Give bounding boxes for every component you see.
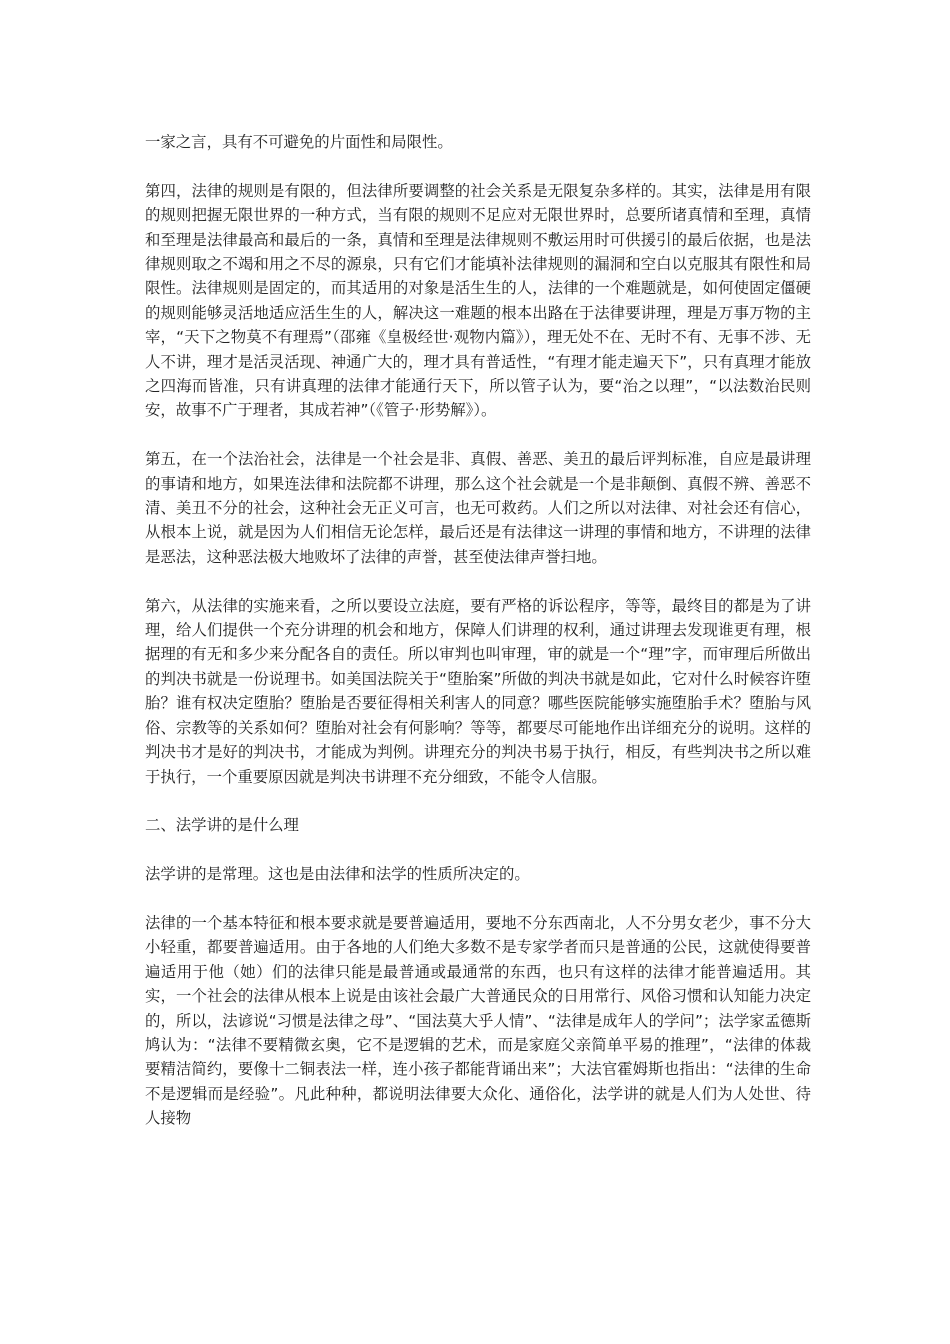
paragraph-6: 法律的一个基本特征和根本要求就是要普遍适用，要地不分东西南北，人不分男女老少，事不分大小轻重，都要普遍适用。由于各地的人们绝大多数不是专家学者而只是普通的公民，这就使得要普遍适用于他（她）们的法律只能是最普通或最通常的东西，也只有这样的法律才能普遍适用。其实，一个社会的法律从根本上说是由该社会最广大普通民众的日用常行、风俗习惯和认知能力决定的，所以，法谚说“习惯是法律之母”、“国法莫大乎人情”、“法律是成年人的学问”；法学家孟德斯鸠认为：“法律不要精微玄奥，它不是逻辑的艺术，而是家庭父亲简单平易的推理”，“法律的体裁要精洁简约，要像十二铜表法一样，连小孩子都能背诵出来”；大法官霍姆斯也指出：“法律的生命不是逻辑而是经验”。凡此种种，都说明法律要大众化、通俗化，法学讲的就是人们为人处世、待人接物	[145, 913, 811, 1128]
document-body	[145, 130, 811, 1131]
paragraph-gap	[145, 423, 811, 447]
paragraph-gap	[145, 887, 811, 911]
paragraph-3: 第五，在一个法治社会，法律是一个社会是非、真假、善恶、美丑的最后评判标准，自应是最讲理的事请和地方，如果连法律和法院都不讲理，那么这个社会就是一个是非颠倒、真假不辨、善恶不清、美丑不分的社会，这种社会无正义可言，也无可救药。人们之所以对法律、对社会还有信心，从根本上说，就是因为人们相信无论怎样，最后还是有法律这一讲理的事情和地方，不讲理的法律是恶法，这种恶法极大地败坏了法律的声誉，甚至使法律声誉扫地。	[145, 450, 811, 566]
paragraph-4: 第六，从法律的实施来看，之所以要设立法庭，要有严格的诉讼程序，等等，最终目的都是为了讲理，给人们提供一个充分讲理的机会和地方，保障人们讲理的权利，通过讲理去发现谁更有理，根据理的有无和多少来分配各自的责任。所以审判也叫审理，审的就是一个“理”字，而审理后所做出的判决书就是一份说理书。如美国法院关于“堕胎案”所做的判决书就是如此，它对什么时候容许堕胎？谁有权决定堕胎？堕胎是否要征得相关利害人的同意？哪些医院能够实施堕胎手术？堕胎与风俗、宗教等的关系如何？堕胎对社会有何影响？等等，都要尽可能地作出详细充分的说明。这样的判决书才是好的判决书，才能成为判例。讲理充分的判决书易于执行，相反，有些判决书之所以难于执行，一个重要原因就是判决书讲理不充分细致，不能令人信服。	[145, 596, 811, 786]
section-heading: 二、法学讲的是什么理	[145, 816, 299, 835]
paragraph-gap	[145, 838, 811, 862]
paragraph-1: 一家之言，具有不可避免的片面性和局限性。	[145, 133, 453, 151]
paragraph-gap	[145, 154, 811, 178]
paragraph-2: 第四，法律的规则是有限的，但法律所要调整的社会关系是无限复杂多样的。其实，法律是用有限的规则把握无限世界的一种方式，当有限的规则不足应对无限世界时，总要所诸真情和至理，真情和至理是法律最高和最后的一条，真情和至理是法律规则不敷运用时可供援引的最后依据，也是法律规则取之不竭和用之不尽的源泉，只有它们才能填补法律规则的漏洞和空白以克服其有限性和局限性。法律规则是固定的，而其适用的对象是活生生的人，法律的一个难题就是，如何使固定僵硬的规则能够灵活地适应活生生的人，解决这一难题的根本出路在于法律要讲理，理是万事万物的主宰，“天下之物莫不有理焉”（邵雍《皇极经世·观物内篇》），理无处不在、无时不有、无事不涉、无人不讲，理才是活灵活现、神通广大的，理才具有普适性，“有理才能走遍天下”，只有真理才能放之四海而皆准，只有讲真理的法律才能通行天下，所以管子认为，要“治之以理”，“以法数治民则安，故事不广于理者，其成若神”（《管子·形势解》）。	[145, 181, 811, 420]
paragraph-5: 法学讲的是常理。这也是由法律和法学的性质所决定的。	[145, 865, 530, 884]
paragraph-gap	[145, 569, 811, 593]
paragraph-gap	[145, 789, 811, 813]
